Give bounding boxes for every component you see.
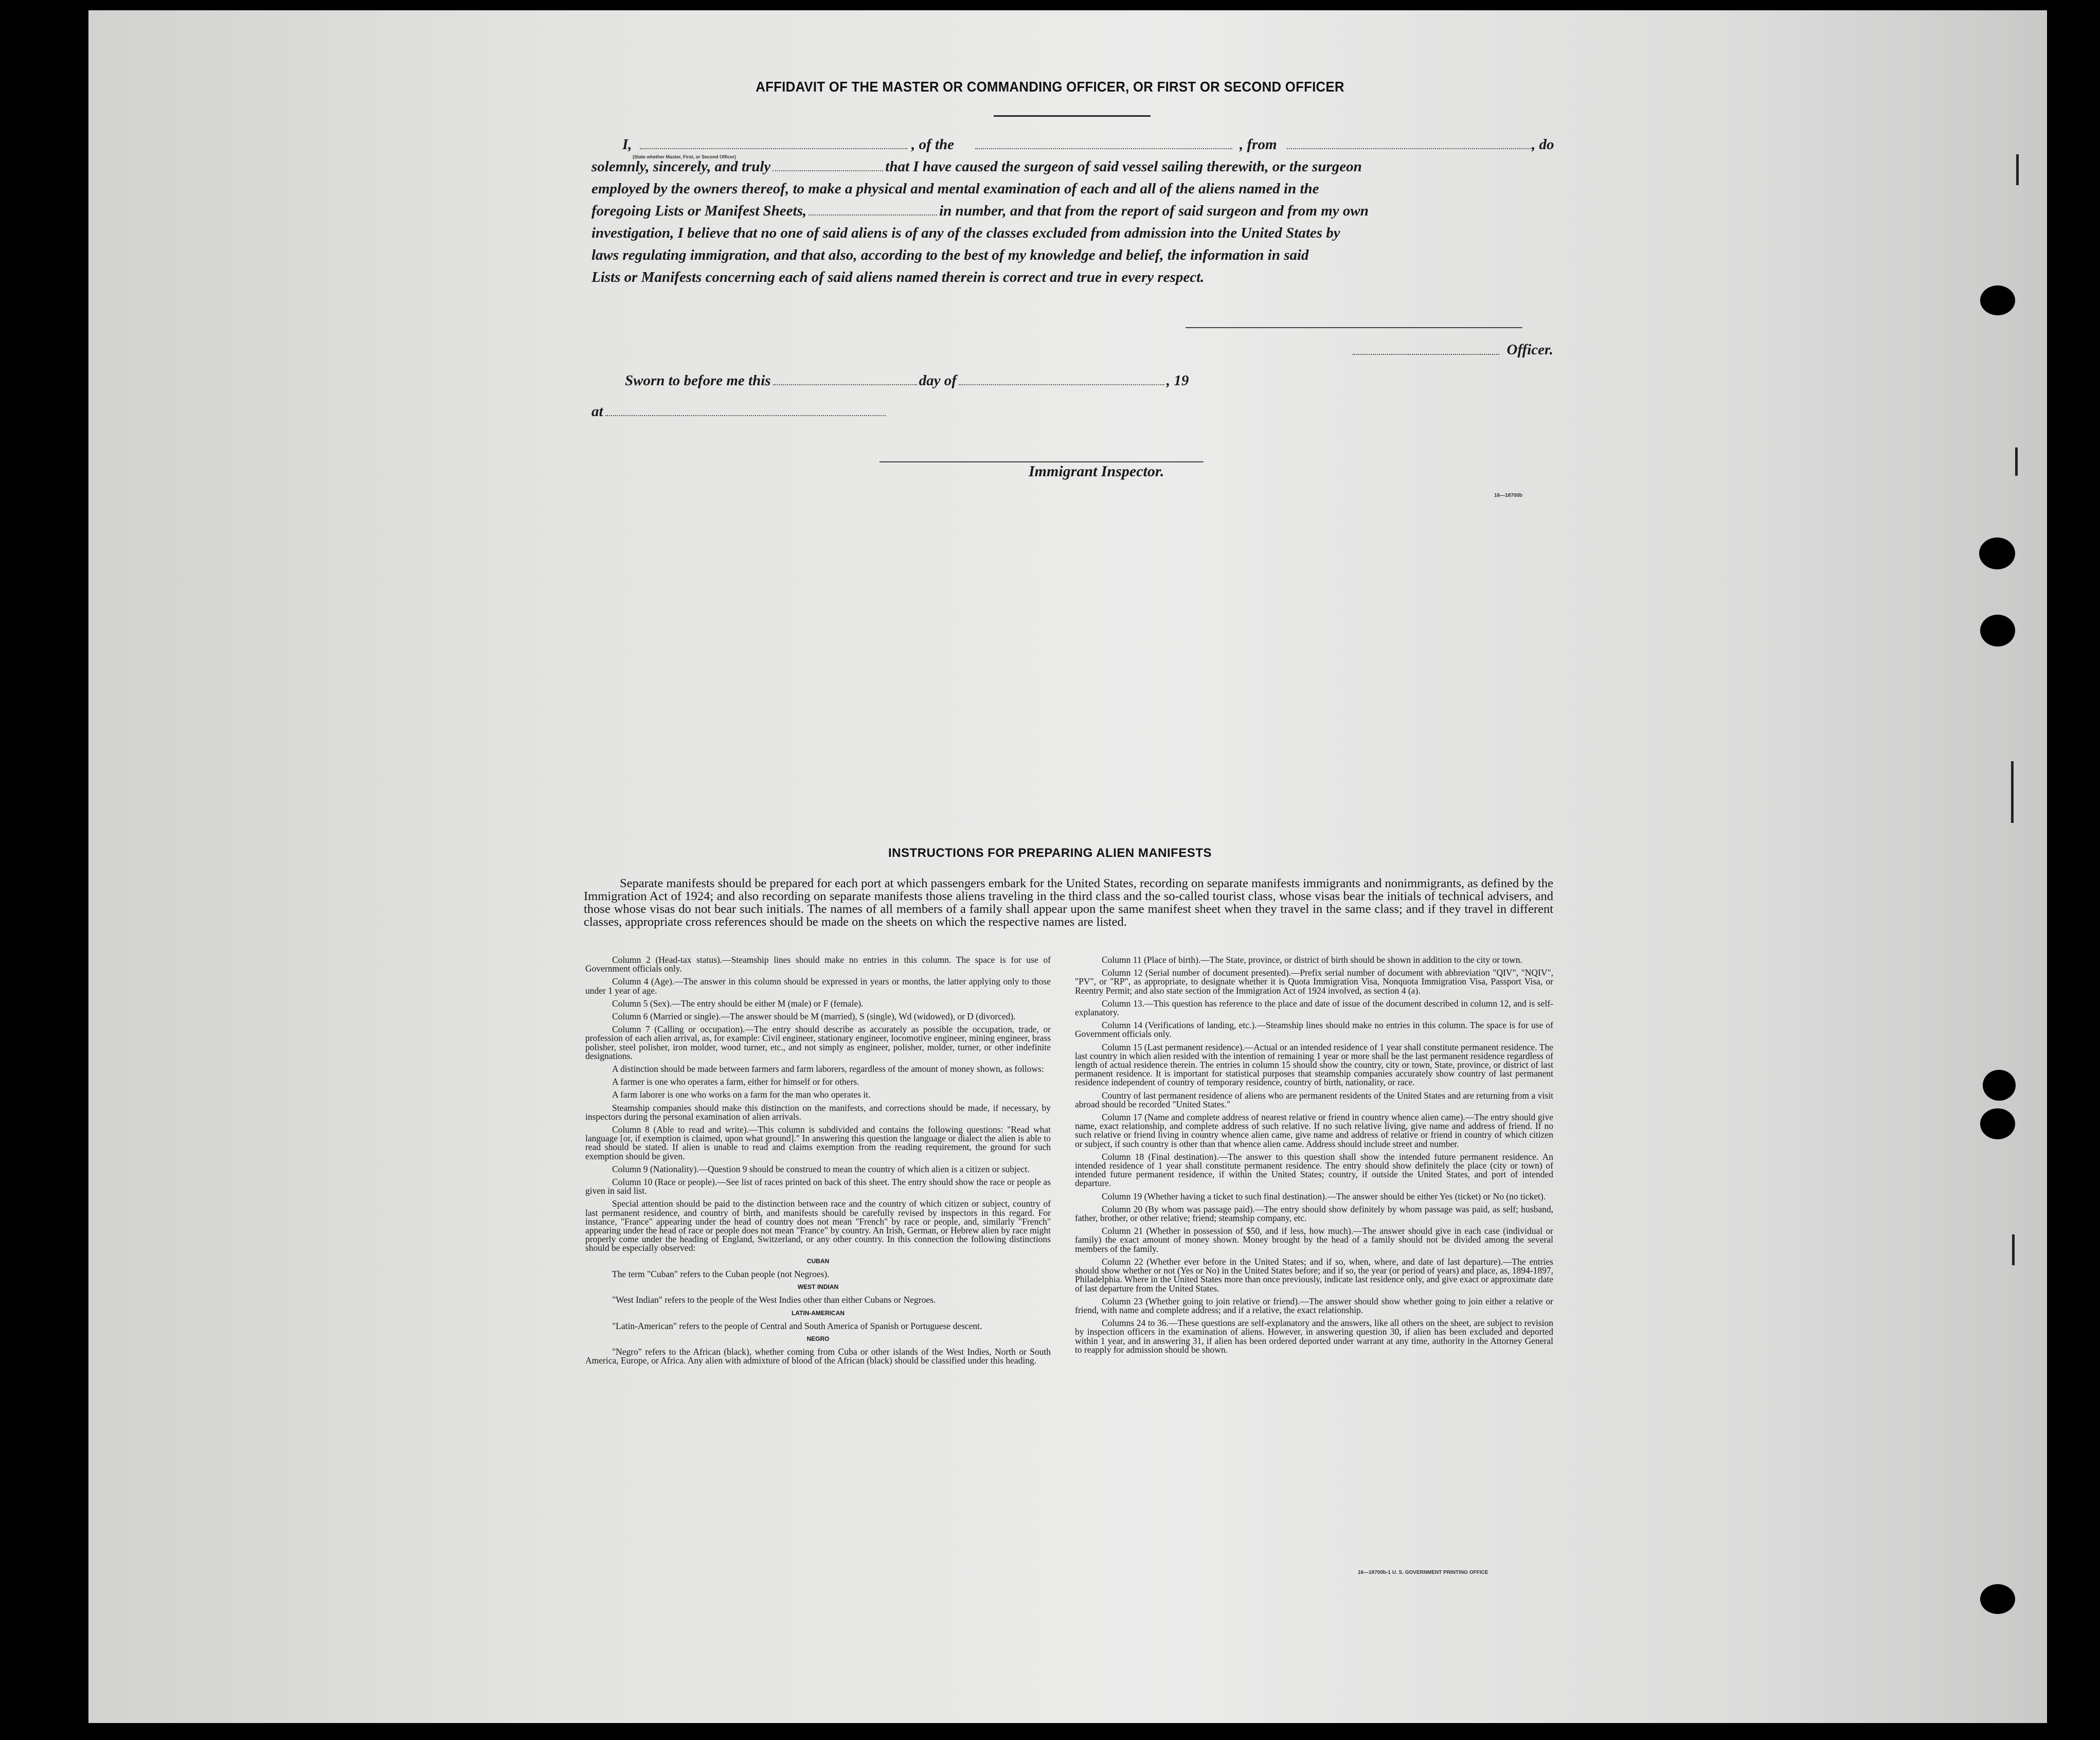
affidavit-do: , do: [1532, 136, 1554, 153]
oath-blank[interactable]: [773, 170, 883, 171]
instruction-paragraph: Column 2 (Head-tax status).—Steamship lines should make no entries in this column. The space is for use of Government officials only.: [585, 955, 1051, 974]
edge-mark: [2015, 447, 2018, 476]
instruction-paragraph: Column 8 (Able to read and write).—This column is subdivided and contains the following questions: "Read what language [or, if exemption is claimed, upon what ground]." In answering this question the language or dialect the alien is able to read should be stated. If alien is unable to read and claims exemption from the reading requirement, the ground for such exemption should be given.: [585, 1124, 1051, 1161]
inspector-signature-line[interactable]: [880, 461, 1204, 462]
instruction-paragraph: "Negro" refers to the African (black), whether coming from Cuba or other islands of the West Indies, North or South America, Europe, or Africa. Any alien with admixture of blood of the African (black) should be classified under this heading.: [585, 1347, 1051, 1366]
instruction-paragraph: The term "Cuban" refers to the Cuban people (not Negroes).: [612, 1268, 830, 1279]
instruction-paragraph: Column 10 (Race or people).—See list of races printed on back of this sheet. The entry should show the race or people as given in said list.: [585, 1177, 1051, 1196]
instructions-right-column: [1075, 956, 1553, 1358]
affidavit-i: I,: [622, 136, 632, 153]
instruction-paragraph: Special attention should be paid to the distinction between race and the country of which citizen or subject, country of last permanent residence, and country of birth, and manifests should be carefully revised by inspectors in this regard. For instance, "France" appearing under the head of country does not mean "French" by race or people, and, similarly "French" appearing under the head of race or people does not mean "France" by country. An Irish, German, or Hebrew alien by race might properly come under the heading of England, Switzerland, or any other country. In this connection the following distinctions should be especially observed:: [585, 1198, 1051, 1253]
affidavit-line-7: Lists or Manifests concerning each of said aliens named therein is correct and true in every respect.: [591, 269, 1205, 285]
instruction-paragraph: Column 17 (Name and complete address of nearest relative or friend in country whence alien came).—The entry should give name, exact relationship, and complete address of such relative. If no such relative living, give name and address of friend. If no such relative or friend living in country whence alien came, give name and address of relative or friend in country of which citizen or subject, if such country is other than that whence alien came. Address should include street and number.: [1075, 1112, 1553, 1149]
rank-caption: (State whether Master, First, or Second Officer): [633, 154, 737, 159]
instruction-paragraph: Column 12 (Serial number of document presented).—Prefix serial number of document with abbreviation "QIV", "NQIV", "PV", or "RP", as appropriate, to designate whether it is Quota Immigration Visa, Nonquota Immigration Visa, Passport Visa, or Reentry Permit; and also state section of the Immigration Act of 1924 involved, as section 4 (a).: [1075, 967, 1553, 996]
affidavit-line-2b: that I have caused the surgeon of said vessel sailing therewith, or the surgeon: [885, 158, 1362, 175]
instruction-paragraph: Column 6 (Married or single).—The answer should be M (married), S (single), Wd (widowed), or D (divorced).: [612, 1011, 1016, 1022]
affidavit-title: AFFIDAVIT OF THE MASTER OR COMMANDING OFFICER, OR FIRST OR SECOND OFFICER: [756, 79, 1344, 95]
officer-label: Officer.: [1506, 342, 1553, 358]
instructions-left-column: [585, 956, 1051, 1370]
binder-hole-5: [1980, 1108, 2015, 1139]
at-text: at: [591, 403, 603, 420]
edge-mark: [2016, 154, 2019, 185]
inspector-label: Immigrant Inspector.: [1029, 463, 1164, 480]
instruction-paragraph: Column 19 (Whether having a ticket to such final destination).—The answer should be either Yes (ticket) or No (no ticket).: [1102, 1191, 1546, 1201]
section-heading: NEGRO: [806, 1335, 830, 1342]
affidavit-line-1: [591, 134, 1558, 156]
binder-hole-2: [1979, 537, 2015, 569]
instruction-paragraph: Columns 24 to 36.—These questions are self-explanatory and the answers, like all others on the sheet, are subject to revision by inspection officers in the examination of aliens. However, in answering question 30, if alien has been excluded and deported within 1 year, and in answering 31, if alien has been ordered deported under warrant at any time, authority in the Attorney General to reapply for admission should be shown.: [1075, 1318, 1553, 1355]
affidavit-line-4a: foregoing Lists or Manifest Sheets,: [591, 203, 807, 219]
vessel-name-blank[interactable]: [975, 148, 1232, 149]
instruction-paragraph: A farmer is one who operates a farm, either for himself or for others.: [612, 1077, 859, 1087]
edge-mark: [2011, 761, 2014, 823]
instruction-paragraph: "West Indian" refers to the people of the West Indies other than either Cubans or Negroes.: [612, 1295, 936, 1305]
sworn-line: [591, 372, 1189, 389]
section-heading: LATIN-AMERICAN: [791, 1309, 845, 1317]
instruction-paragraph: Column 18 (Final destination).—The answer to this question shall show the intended future permanent residence. An intended residence of 1 year shall constitute permanent residence. The entry should show definitely the place (city or town) of intended future permanent residence, if within the United States; country, if outside the United States, and port of intended departure.: [1075, 1151, 1553, 1189]
instructions-title: INSTRUCTIONS FOR PREPARING ALIEN MANIFESTS: [888, 846, 1212, 860]
at-line: [591, 403, 888, 420]
instruction-paragraph: Column 22 (Whether ever before in the United States; and if so, when, where, and date of last departure).—The entries should show whether or not (Yes or No) in the United States before; and if so, the year (or period of years) and place, as, 1894-1897, Philadelphia. Where in the United States more than once previously, indicate last residence only, and give exact or approximate date of last departure from the United States.: [1075, 1256, 1553, 1294]
instruction-paragraph: A distinction should be made between farmers and farm laborers, regardless of the amount of money shown, as follows:: [612, 1064, 1044, 1074]
binder-hole-6: [1980, 1584, 2015, 1614]
binder-hole-1: [1980, 285, 2015, 315]
affidavit-line-2a: solemnly, sincerely, and truly: [591, 158, 771, 175]
instruction-paragraph: Column 23 (Whether going to join relative or friend).—The answer should show whether going to join either a relative or friend, with name and complete address; and if a relative, the exact relationship.: [1075, 1296, 1553, 1315]
instruction-paragraph: Column 9 (Nationality).—Question 9 should be construed to mean the country of which alien is a citizen or subject.: [612, 1163, 1030, 1174]
instruction-paragraph: Column 14 (Verifications of landing, etc.).—Steamship lines should make no entries in this column. The space is for use of Government officials only.: [1075, 1020, 1553, 1039]
edge-mark: [2012, 1234, 2015, 1265]
instruction-paragraph: "Latin-American" refers to the people of Central and South America of Spanish or Portuguese descent.: [612, 1320, 982, 1331]
year-text: , 19: [1166, 372, 1189, 389]
instruction-paragraph: Column 5 (Sex).—The entry should be either M (male) or F (female).: [612, 998, 864, 1009]
section-heading: CUBAN: [806, 1257, 830, 1265]
sheet-count-blank[interactable]: [809, 214, 937, 216]
place-blank[interactable]: [605, 415, 886, 416]
sworn-month-blank[interactable]: [959, 384, 1164, 385]
instruction-paragraph: Column 20 (By whom was passage paid).—The entry should show definitely by whom passage was paid, as self; husband, father, brother, or other relative; friend; steamship company, etc.: [1075, 1204, 1553, 1224]
affidavit-line-5: investigation, I believe that no one of said aliens is of any of the classes excluded from admission into the United States by: [591, 225, 1340, 241]
affidavit-line-4b: in number, and that from the report of said surgeon and from my own: [939, 203, 1369, 219]
binder-hole-4: [1983, 1070, 2016, 1101]
printing-office-code: 16—18700b-1 U. S. GOVERNMENT PRINTING OFFICE: [1358, 1570, 1488, 1575]
instruction-paragraph: Country of last permanent residence of aliens who are permanent residents of the United States and are returning from a visit abroad should be recorded "United States.": [1075, 1090, 1553, 1109]
instruction-paragraph: Steamship companies should make this distinction on the manifests, and corrections should be made, if necessary, by inspectors during the personal examination of alien arrivals.: [585, 1102, 1051, 1122]
binder-hole-3: [1980, 615, 2015, 647]
day-of-text: day of: [919, 372, 957, 389]
instruction-paragraph: Column 4 (Age).—The answer in this column should be expressed in years or months, the latter applying only to those under 1 year of age.: [585, 976, 1051, 996]
affidavit-line-3: employed by the owners thereof, to make a physical and mental examination of each and all of the aliens named in the: [591, 181, 1319, 197]
sworn-day-blank[interactable]: [773, 384, 917, 385]
officer-rank-blank[interactable]: [640, 148, 907, 149]
affidavit-from: , from: [1240, 136, 1277, 153]
form-number: 16—18700b: [1494, 493, 1523, 498]
instruction-paragraph: Column 7 (Calling or occupation).—The entry should describe as accurately as possible the occupation, trade, or profession of each alien arrival, as, for example: Civil engineer, stationary engineer, locomotive engineer, mining engineer, brass polisher, steel polisher, iron molder, wood turner, etc., and not simply as engineer, polisher, molder, turner, or other indefinite designations.: [585, 1024, 1051, 1061]
instruction-paragraph: Column 15 (Last permanent residence).—Actual or an intended residence of 1 year shall constitute permanent residence. The last country in which alien resided with the intention of remaining 1 year or more shall be the last permanent residence regardless of length of actual residence therein. The entries in column 15 should show the country, city or town, State, province, or district of last permanent residence. It is important for statistical purposes that steamship companies accurately show country of last permanent residence independent of country of temporary residence, country of birth, nationality, or race.: [1075, 1042, 1553, 1088]
sworn-text: Sworn to before me this: [625, 372, 771, 389]
instruction-paragraph: Column 11 (Place of birth).—The State, province, or district of birth should be shown in addition to the city or town.: [1102, 955, 1522, 965]
title-rule: [994, 115, 1151, 117]
affidavit-line-6: laws regulating immigration, and that also, according to the best of my knowledge and belief, the information in said: [591, 247, 1309, 263]
affidavit-body: [591, 134, 1558, 289]
port-blank[interactable]: [1287, 148, 1533, 149]
officer-signature-line[interactable]: [1186, 327, 1522, 328]
affidavit-of-the: , of the: [911, 136, 954, 153]
section-heading: WEST INDIAN: [797, 1283, 839, 1291]
instruction-paragraph: Column 21 (Whether in possession of $50, and if less, how much).—The answer should give in each case (individual or family) the exact amount of money shown. Money brought by the head of a family should not be divided among the several members of the family.: [1075, 1226, 1553, 1254]
instruction-paragraph: A farm laborer is one who works on a farm for the man who operates it.: [612, 1089, 871, 1100]
instructions-intro: Separate manifests should be prepared for each port at which passengers embark for the United States, recording on separate manifests immigrants and nonimmigrants, as defined by the Immigration Act of 1924; and also recording on separate manifests those aliens traveling in the third class and the so-called tourist class, whose visas bear the initials of technical advisers, and those whose visas do not bear such initials. The names of all members of a family shall appear upon the same manifest sheet when they travel in the same class; and if they travel in different classes, appropriate cross references should be made on the sheets on which the respective names are listed.: [584, 876, 1553, 929]
instruction-paragraph: Column 13.—This question has reference to the place and date of issue of the document described in column 12, and is self-explanatory.: [1075, 998, 1553, 1018]
